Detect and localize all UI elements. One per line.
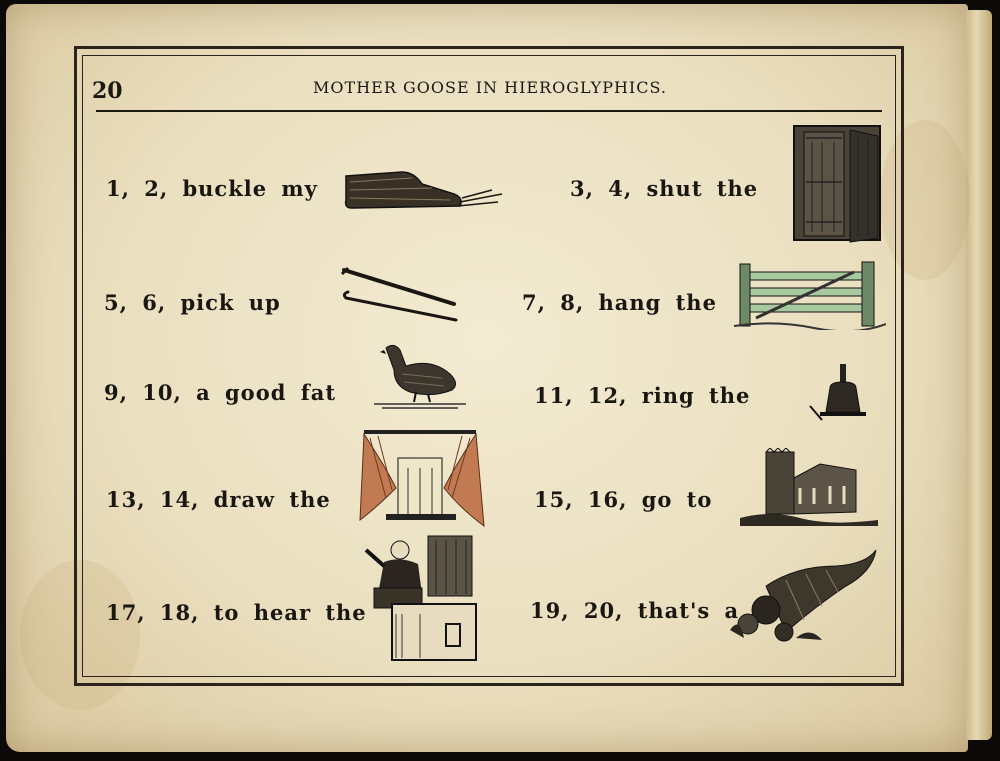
bell-icon — [806, 362, 868, 426]
sticks-icon — [338, 264, 460, 322]
parson-icon — [362, 534, 484, 662]
rhyme-line-3: 5, 6, pick up — [104, 290, 281, 315]
rhyme-line-5: 9, 10, a good fat — [104, 380, 337, 405]
door-icon — [792, 122, 882, 244]
gate-icon — [734, 258, 886, 330]
rhyme-line-8: 15, 16, go to — [534, 487, 713, 512]
rhyme-line-7: 13, 14, draw the — [106, 487, 331, 512]
rhyme-line-10: 19, 20, that's a — [530, 598, 740, 623]
rhyme-line-2: 3, 4, shut the — [570, 176, 759, 201]
shoe-icon — [342, 162, 504, 212]
page-number: 20 — [92, 78, 123, 104]
hen-icon — [372, 340, 468, 412]
church-icon — [740, 448, 878, 526]
rhyme-line-9: 17, 18, to hear the — [106, 600, 367, 625]
rhyme-line-4: 7, 8, hang the — [522, 290, 717, 315]
page-edge — [966, 10, 992, 740]
curtain-icon — [356, 428, 488, 530]
horn-of-plenty-icon — [726, 546, 880, 646]
rhyme-line-6: 11, 12, ring the — [534, 383, 751, 408]
rhyme-line-1: 1, 2, buckle my — [106, 176, 318, 201]
running-head: MOTHER GOOSE IN HIEROGLYPHICS. — [313, 78, 667, 97]
header-rule — [96, 110, 882, 112]
